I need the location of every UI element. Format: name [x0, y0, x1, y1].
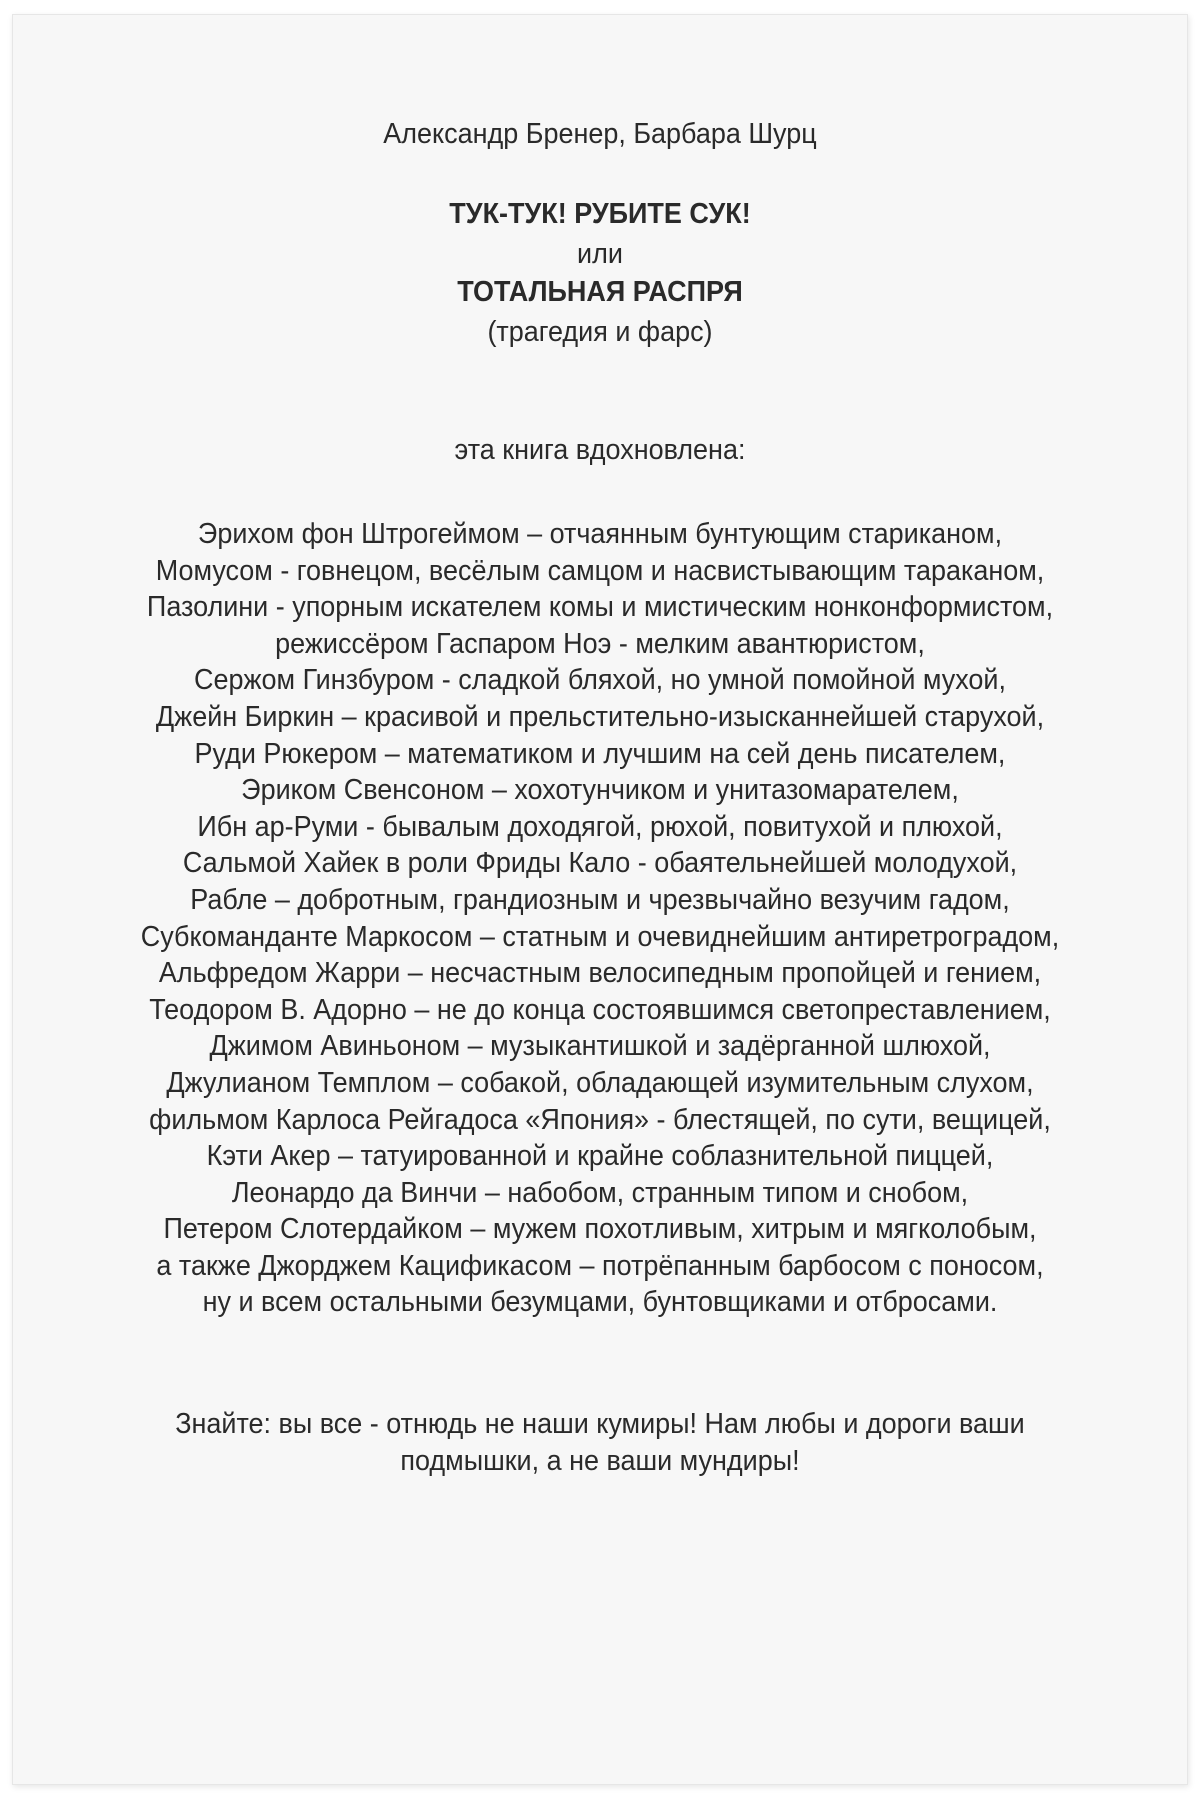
- dedication-line: Джейн Биркин – красивой и прельстительно-изысканнейшей старухой,: [155, 700, 1045, 733]
- title-conjunction: или: [577, 238, 623, 270]
- dedication-line: Теодором В. Адорно – не до конца состоявшимся светопреставлением,: [149, 993, 1051, 1026]
- dedication-line: а также Джорджем Кацификасом – потрёпанным барбосом с поносом,: [156, 1249, 1044, 1282]
- dedication-intro: эта книга вдохновлена:: [454, 434, 746, 466]
- dedication-line: Альфредом Жарри – несчастным велосипедным пропойцей и гением,: [158, 957, 1042, 990]
- dedication-line: Эриком Свенсоном – хохотунчиком и унитазомарателем,: [241, 774, 959, 807]
- closing-statement: [42, 1406, 1158, 1480]
- dedication-line: Сальмой Хайек в роли Фриды Кало - обаятельнейшей молодухой,: [182, 847, 1018, 880]
- dedication-line: режиссёром Гаспаром Ноэ - мелким авантюристом,: [275, 627, 925, 660]
- dedication-line: Сержом Гинзбуром - сладкой бляхой, но умной помойной мухой,: [194, 664, 1006, 697]
- dedication-line: Кэти Акер – татуированной и крайне соблазнительной пиццей,: [206, 1140, 994, 1173]
- title-secondary: ТОТАЛЬНАЯ РАСПРЯ: [457, 276, 743, 308]
- closing-line: подмышки, а не ваши мундиры!: [400, 1445, 800, 1477]
- title-primary: ТУК-ТУК! РУБИТЕ СУК!: [449, 198, 751, 230]
- dedication-line: Джимом Авиньоном – музыкантишкой и задёрганной шлюхой,: [209, 1030, 991, 1063]
- dedication-line: фильмом Карлоса Рейгадоса «Япония» - блестящей, по сути, вещицей,: [149, 1103, 1051, 1136]
- closing-line: Знайте: вы все - отнюдь не наши кумиры! Нам любы и дороги ваши: [175, 1408, 1025, 1440]
- dedication-line: Эрихом фон Штрогеймом – отчаянным бунтующим стариканом,: [197, 518, 1003, 550]
- dedication-list: [42, 516, 1158, 1321]
- dedication-line: Петером Слотердайком – мужем похотливым, хитрым и мягколобым,: [163, 1213, 1037, 1246]
- dedication-line: Ибн ар-Руми - бывалым доходягой, рюхой, повитухой и плюхой,: [197, 810, 1003, 843]
- authors-line: Александр Бренер, Барбара Шурц: [383, 118, 817, 150]
- dedication-line: Момусом - говнецом, весёлым самцом и насвистывающим тараканом,: [155, 554, 1045, 587]
- dedication-line: Леонардо да Винчи – набобом, странным типом и снобом,: [231, 1176, 969, 1209]
- subtitle: (трагедия и фарс): [487, 316, 713, 348]
- dedication-line: Руди Рюкером – математиком и лучшим на сей день писателем,: [194, 737, 1006, 770]
- dedication-line: Джулианом Темплом – собакой, обладающей изумительным слухом,: [166, 1066, 1034, 1099]
- dedication-line: Пазолини - упорным искателем комы и мистическим нонконформистом,: [146, 591, 1054, 624]
- dedication-line: Субкоманданте Маркосом – статным и очевиднейшим антиретроградом,: [140, 920, 1060, 953]
- dedication-line: Рабле – добротным, грандиозным и чрезвычайно везучим гадом,: [190, 883, 1010, 916]
- dedication-line: ну и всем остальными безумцами, бунтовщиками и отбросами.: [202, 1286, 998, 1319]
